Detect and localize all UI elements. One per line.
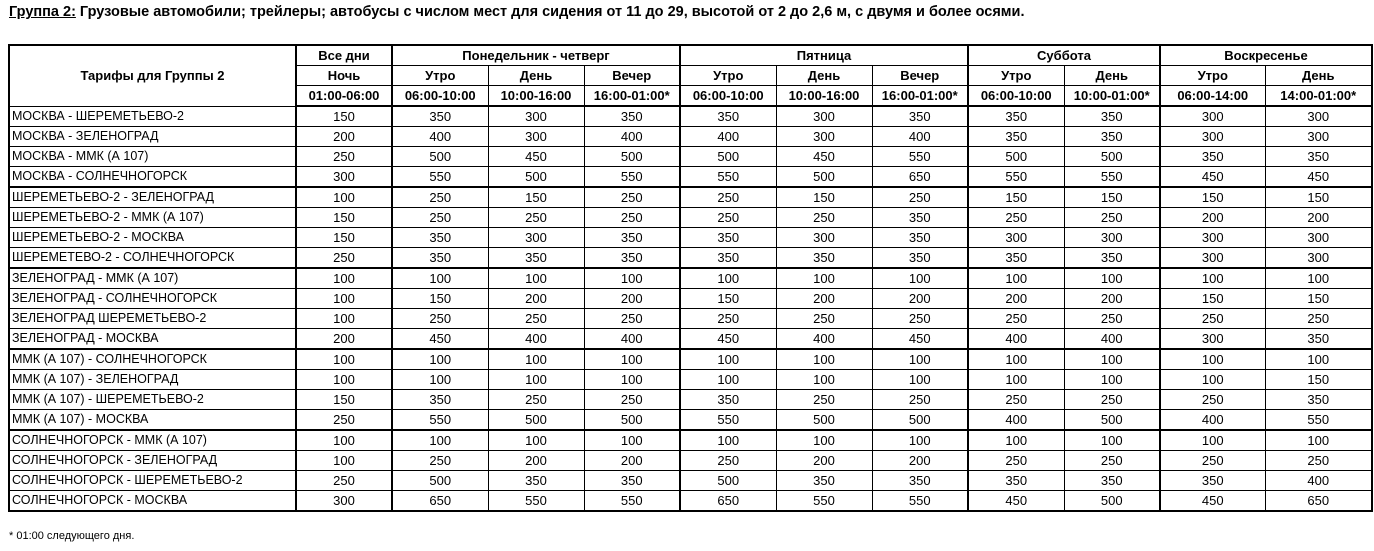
price-cell: 500 xyxy=(488,410,584,431)
price-cell: 500 xyxy=(776,410,872,431)
price-cell: 400 xyxy=(1265,471,1372,491)
price-cell: 350 xyxy=(584,106,680,127)
route-cell: СОЛНЕЧНОГОРСК - ММК (А 107) xyxy=(9,430,296,451)
price-cell: 100 xyxy=(392,268,488,289)
price-cell: 400 xyxy=(968,329,1064,350)
price-cell: 100 xyxy=(776,268,872,289)
price-cell: 250 xyxy=(776,208,872,228)
price-cell: 300 xyxy=(776,106,872,127)
price-cell: 100 xyxy=(296,430,392,451)
price-cell: 250 xyxy=(872,187,968,208)
price-cell: 150 xyxy=(1160,187,1265,208)
route-cell: ЗЕЛЕНОГРАД ШЕРЕМЕТЬЕВО-2 xyxy=(9,309,296,329)
day-group-header: Понедельник - четверг xyxy=(392,45,680,66)
table-row xyxy=(9,370,1372,390)
table-corner-header: Тарифы для Группы 2 xyxy=(9,45,296,106)
price-cell: 400 xyxy=(1064,329,1160,350)
price-cell: 350 xyxy=(968,127,1064,147)
price-cell: 100 xyxy=(872,349,968,370)
time-range-header: 10:00-16:00 xyxy=(488,86,584,107)
price-cell: 250 xyxy=(680,451,776,471)
time-range-header: 06:00-10:00 xyxy=(392,86,488,107)
price-cell: 400 xyxy=(392,127,488,147)
period-header: Утро xyxy=(968,66,1064,86)
price-cell: 400 xyxy=(872,127,968,147)
time-range-header: 06:00-10:00 xyxy=(680,86,776,107)
price-cell: 150 xyxy=(296,208,392,228)
price-cell: 100 xyxy=(968,349,1064,370)
price-cell: 200 xyxy=(584,451,680,471)
price-cell: 500 xyxy=(968,147,1064,167)
price-cell: 100 xyxy=(584,430,680,451)
table-row xyxy=(9,106,1372,127)
price-cell: 350 xyxy=(872,228,968,248)
time-range-header: 06:00-14:00 xyxy=(1160,86,1265,107)
price-cell: 650 xyxy=(872,167,968,188)
price-cell: 350 xyxy=(488,471,584,491)
period-header: День xyxy=(776,66,872,86)
price-cell: 350 xyxy=(872,248,968,269)
price-cell: 550 xyxy=(584,167,680,188)
price-cell: 350 xyxy=(680,248,776,269)
price-cell: 100 xyxy=(584,349,680,370)
price-cell: 350 xyxy=(776,471,872,491)
price-cell: 350 xyxy=(392,228,488,248)
price-cell: 300 xyxy=(296,491,392,512)
price-cell: 250 xyxy=(1064,390,1160,410)
price-cell: 350 xyxy=(680,228,776,248)
route-cell: ШЕРЕМЕТЬЕВО-2 - МОСКВА xyxy=(9,228,296,248)
price-cell: 350 xyxy=(1064,471,1160,491)
price-cell: 500 xyxy=(872,410,968,431)
price-cell: 350 xyxy=(584,248,680,269)
price-cell: 100 xyxy=(392,349,488,370)
price-cell: 300 xyxy=(1265,106,1372,127)
price-cell: 250 xyxy=(680,208,776,228)
table-row xyxy=(9,187,1372,208)
price-cell: 500 xyxy=(392,147,488,167)
price-cell: 100 xyxy=(1064,430,1160,451)
price-cell: 550 xyxy=(584,491,680,512)
price-cell: 200 xyxy=(1064,289,1160,309)
price-cell: 100 xyxy=(776,370,872,390)
price-cell: 450 xyxy=(1160,167,1265,188)
price-cell: 150 xyxy=(776,187,872,208)
price-cell: 450 xyxy=(872,329,968,350)
period-header: Утро xyxy=(680,66,776,86)
price-cell: 400 xyxy=(968,410,1064,431)
price-cell: 250 xyxy=(1160,390,1265,410)
route-cell: ШЕРЕМЕТЕВО-2 - СОЛНЕЧНОГОРСК xyxy=(9,248,296,269)
price-cell: 250 xyxy=(488,390,584,410)
time-range-header: 16:00-01:00* xyxy=(584,86,680,107)
price-cell: 100 xyxy=(872,430,968,451)
price-cell: 250 xyxy=(968,390,1064,410)
price-cell: 250 xyxy=(296,147,392,167)
price-cell: 250 xyxy=(1160,309,1265,329)
price-cell: 250 xyxy=(968,451,1064,471)
page-title xyxy=(9,4,1024,20)
price-cell: 350 xyxy=(872,208,968,228)
price-cell: 100 xyxy=(392,430,488,451)
price-cell: 450 xyxy=(392,329,488,350)
table-row xyxy=(9,268,1372,289)
price-cell: 350 xyxy=(1064,248,1160,269)
price-cell: 250 xyxy=(1265,309,1372,329)
price-cell: 450 xyxy=(968,491,1064,512)
price-cell: 350 xyxy=(1265,147,1372,167)
price-cell: 100 xyxy=(1265,430,1372,451)
price-cell: 500 xyxy=(1064,410,1160,431)
price-cell: 650 xyxy=(392,491,488,512)
table-row xyxy=(9,329,1372,350)
tariff-table xyxy=(8,44,1373,512)
price-cell: 350 xyxy=(1064,127,1160,147)
price-cell: 150 xyxy=(1265,289,1372,309)
price-cell: 650 xyxy=(680,491,776,512)
table-row xyxy=(9,248,1372,269)
price-cell: 150 xyxy=(296,228,392,248)
price-cell: 450 xyxy=(776,147,872,167)
group-label: Группа 2: xyxy=(9,4,76,20)
price-cell: 150 xyxy=(968,187,1064,208)
price-cell: 250 xyxy=(296,410,392,431)
price-cell: 100 xyxy=(1265,349,1372,370)
price-cell: 200 xyxy=(872,289,968,309)
price-cell: 100 xyxy=(488,349,584,370)
price-cell: 550 xyxy=(1265,410,1372,431)
price-cell: 250 xyxy=(776,390,872,410)
price-cell: 350 xyxy=(680,106,776,127)
day-group-header: Все дни xyxy=(296,45,392,66)
price-cell: 550 xyxy=(872,491,968,512)
table-row xyxy=(9,471,1372,491)
price-cell: 100 xyxy=(296,370,392,390)
price-cell: 300 xyxy=(776,127,872,147)
price-cell: 550 xyxy=(776,491,872,512)
route-cell: МОСКВА - ЗЕЛЕНОГРАД xyxy=(9,127,296,147)
price-cell: 500 xyxy=(1064,147,1160,167)
price-cell: 250 xyxy=(584,309,680,329)
period-header: День xyxy=(1064,66,1160,86)
price-cell: 450 xyxy=(1265,167,1372,188)
price-cell: 200 xyxy=(1160,208,1265,228)
table-row xyxy=(9,349,1372,370)
time-range-header: 06:00-10:00 xyxy=(968,86,1064,107)
price-cell: 100 xyxy=(776,349,872,370)
price-cell: 550 xyxy=(680,410,776,431)
route-cell: ЗЕЛЕНОГРАД - СОЛНЕЧНОГОРСК xyxy=(9,289,296,309)
price-cell: 200 xyxy=(296,127,392,147)
price-cell: 150 xyxy=(1064,187,1160,208)
price-cell: 100 xyxy=(1064,370,1160,390)
table-row xyxy=(9,309,1372,329)
price-cell: 200 xyxy=(488,451,584,471)
route-cell: МОСКВА - ММК (А 107) xyxy=(9,147,296,167)
price-cell: 250 xyxy=(488,309,584,329)
price-cell: 250 xyxy=(1160,451,1265,471)
table-row xyxy=(9,127,1372,147)
price-cell: 500 xyxy=(680,471,776,491)
price-cell: 250 xyxy=(488,208,584,228)
price-cell: 200 xyxy=(968,289,1064,309)
price-cell: 350 xyxy=(1160,471,1265,491)
price-cell: 350 xyxy=(392,106,488,127)
price-cell: 200 xyxy=(296,329,392,350)
price-cell: 100 xyxy=(296,187,392,208)
price-cell: 100 xyxy=(968,268,1064,289)
price-cell: 100 xyxy=(872,370,968,390)
price-cell: 100 xyxy=(296,349,392,370)
price-cell: 200 xyxy=(1265,208,1372,228)
day-group-header: Воскресенье xyxy=(1160,45,1372,66)
price-cell: 250 xyxy=(584,187,680,208)
route-cell: ШЕРЕМЕТЬЕВО-2 - ММК (А 107) xyxy=(9,208,296,228)
table-row xyxy=(9,390,1372,410)
price-cell: 350 xyxy=(1265,390,1372,410)
route-cell: ММК (А 107) - МОСКВА xyxy=(9,410,296,431)
price-cell: 250 xyxy=(872,309,968,329)
route-cell: ММК (А 107) - СОЛНЕЧНОГОРСК xyxy=(9,349,296,370)
price-cell: 200 xyxy=(488,289,584,309)
price-cell: 150 xyxy=(296,390,392,410)
price-cell: 550 xyxy=(392,410,488,431)
price-cell: 100 xyxy=(1160,268,1265,289)
price-cell: 350 xyxy=(872,106,968,127)
price-cell: 200 xyxy=(776,451,872,471)
price-cell: 100 xyxy=(776,430,872,451)
period-header: День xyxy=(1265,66,1372,86)
price-cell: 350 xyxy=(1265,329,1372,350)
price-cell: 100 xyxy=(584,268,680,289)
price-cell: 350 xyxy=(488,248,584,269)
price-cell: 350 xyxy=(872,471,968,491)
price-cell: 550 xyxy=(968,167,1064,188)
price-cell: 100 xyxy=(296,451,392,471)
price-cell: 250 xyxy=(1265,451,1372,471)
price-cell: 150 xyxy=(1265,370,1372,390)
price-cell: 100 xyxy=(1160,349,1265,370)
price-cell: 500 xyxy=(776,167,872,188)
price-cell: 100 xyxy=(968,430,1064,451)
price-cell: 150 xyxy=(296,106,392,127)
price-cell: 200 xyxy=(776,289,872,309)
price-cell: 250 xyxy=(296,248,392,269)
price-cell: 300 xyxy=(1160,329,1265,350)
price-cell: 100 xyxy=(296,289,392,309)
price-cell: 250 xyxy=(392,309,488,329)
price-cell: 400 xyxy=(776,329,872,350)
price-cell: 250 xyxy=(680,309,776,329)
route-cell: ММК (А 107) - ШЕРЕМЕТЬЕВО-2 xyxy=(9,390,296,410)
price-cell: 100 xyxy=(1160,370,1265,390)
time-range-header: 10:00-01:00* xyxy=(1064,86,1160,107)
table-row xyxy=(9,228,1372,248)
price-cell: 400 xyxy=(488,329,584,350)
table-row xyxy=(9,430,1372,451)
price-cell: 250 xyxy=(392,451,488,471)
price-cell: 550 xyxy=(1064,167,1160,188)
price-cell: 150 xyxy=(392,289,488,309)
price-cell: 400 xyxy=(584,127,680,147)
price-cell: 450 xyxy=(1160,491,1265,512)
price-cell: 100 xyxy=(488,370,584,390)
price-cell: 450 xyxy=(680,329,776,350)
price-cell: 350 xyxy=(584,228,680,248)
route-cell: МОСКВА - ШЕРЕМЕТЬЕВО-2 xyxy=(9,106,296,127)
price-cell: 350 xyxy=(968,248,1064,269)
price-cell: 300 xyxy=(776,228,872,248)
group-description: Грузовые автомобили; трейлеры; автобусы с числом мест для сидения от 11 до 29, высотой от 2 до 2,6 м, с двумя и более осями. xyxy=(75,4,1025,20)
price-cell: 300 xyxy=(1160,228,1265,248)
price-cell: 100 xyxy=(488,430,584,451)
price-cell: 250 xyxy=(968,309,1064,329)
table-row xyxy=(9,289,1372,309)
price-cell: 350 xyxy=(1064,106,1160,127)
price-cell: 350 xyxy=(584,471,680,491)
price-cell: 100 xyxy=(680,430,776,451)
price-cell: 200 xyxy=(584,289,680,309)
price-cell: 250 xyxy=(1064,208,1160,228)
time-range-header: 14:00-01:00* xyxy=(1265,86,1372,107)
table-row xyxy=(9,410,1372,431)
price-cell: 400 xyxy=(680,127,776,147)
period-header: Ночь xyxy=(296,66,392,86)
price-cell: 550 xyxy=(680,167,776,188)
price-cell: 100 xyxy=(1160,430,1265,451)
price-cell: 100 xyxy=(296,268,392,289)
price-cell: 350 xyxy=(392,248,488,269)
price-cell: 300 xyxy=(968,228,1064,248)
price-cell: 300 xyxy=(1265,127,1372,147)
price-cell: 400 xyxy=(584,329,680,350)
price-cell: 550 xyxy=(872,147,968,167)
price-cell: 100 xyxy=(296,309,392,329)
price-cell: 250 xyxy=(776,309,872,329)
price-cell: 150 xyxy=(1160,289,1265,309)
price-cell: 100 xyxy=(488,268,584,289)
price-cell: 350 xyxy=(680,390,776,410)
price-cell: 150 xyxy=(488,187,584,208)
price-cell: 350 xyxy=(392,390,488,410)
price-cell: 300 xyxy=(1064,228,1160,248)
price-cell: 400 xyxy=(1160,410,1265,431)
price-cell: 250 xyxy=(392,208,488,228)
route-cell: МОСКВА - СОЛНЕЧНОГОРСК xyxy=(9,167,296,188)
price-cell: 300 xyxy=(488,228,584,248)
day-group-header: Пятница xyxy=(680,45,968,66)
price-cell: 250 xyxy=(392,187,488,208)
price-cell: 150 xyxy=(1265,187,1372,208)
price-cell: 650 xyxy=(1265,491,1372,512)
time-range-header: 16:00-01:00* xyxy=(872,86,968,107)
price-cell: 300 xyxy=(1265,228,1372,248)
time-range-header: 10:00-16:00 xyxy=(776,86,872,107)
price-cell: 100 xyxy=(1265,268,1372,289)
price-cell: 150 xyxy=(680,289,776,309)
route-cell: ММК (А 107) - ЗЕЛЕНОГРАД xyxy=(9,370,296,390)
table-row xyxy=(9,491,1372,512)
price-cell: 500 xyxy=(1064,491,1160,512)
price-cell: 100 xyxy=(1064,268,1160,289)
price-cell: 250 xyxy=(584,390,680,410)
price-cell: 100 xyxy=(584,370,680,390)
price-cell: 300 xyxy=(296,167,392,188)
price-cell: 350 xyxy=(968,106,1064,127)
route-cell: СОЛНЕЧНОГОРСК - ЗЕЛЕНОГРАД xyxy=(9,451,296,471)
day-group-header: Суббота xyxy=(968,45,1160,66)
period-header: Утро xyxy=(1160,66,1265,86)
price-cell: 550 xyxy=(488,491,584,512)
price-cell: 500 xyxy=(680,147,776,167)
time-range-header: 01:00-06:00 xyxy=(296,86,392,107)
price-cell: 300 xyxy=(488,106,584,127)
price-cell: 350 xyxy=(1160,147,1265,167)
period-header: День xyxy=(488,66,584,86)
route-cell: ЗЕЛЕНОГРАД - МОСКВА xyxy=(9,329,296,350)
price-cell: 100 xyxy=(968,370,1064,390)
price-cell: 500 xyxy=(584,410,680,431)
price-cell: 100 xyxy=(1064,349,1160,370)
price-cell: 350 xyxy=(776,248,872,269)
price-cell: 350 xyxy=(968,471,1064,491)
price-cell: 500 xyxy=(584,147,680,167)
price-cell: 250 xyxy=(296,471,392,491)
period-header: Вечер xyxy=(584,66,680,86)
route-cell: СОЛНЕЧНОГОРСК - МОСКВА xyxy=(9,491,296,512)
price-cell: 250 xyxy=(1064,309,1160,329)
price-cell: 250 xyxy=(872,390,968,410)
price-cell: 300 xyxy=(1265,248,1372,269)
price-cell: 250 xyxy=(680,187,776,208)
price-cell: 250 xyxy=(584,208,680,228)
period-header: Вечер xyxy=(872,66,968,86)
price-cell: 250 xyxy=(1064,451,1160,471)
price-cell: 200 xyxy=(872,451,968,471)
footnote: * 01:00 следующего дня. xyxy=(9,530,135,542)
price-cell: 500 xyxy=(488,167,584,188)
table-row xyxy=(9,208,1372,228)
price-cell: 300 xyxy=(1160,248,1265,269)
price-cell: 100 xyxy=(680,349,776,370)
route-cell: ЗЕЛЕНОГРАД - ММК (А 107) xyxy=(9,268,296,289)
price-cell: 250 xyxy=(968,208,1064,228)
route-cell: ШЕРЕМЕТЬЕВО-2 - ЗЕЛЕНОГРАД xyxy=(9,187,296,208)
price-cell: 100 xyxy=(872,268,968,289)
price-cell: 100 xyxy=(392,370,488,390)
period-header: Утро xyxy=(392,66,488,86)
table-row xyxy=(9,451,1372,471)
table-row xyxy=(9,167,1372,188)
price-cell: 300 xyxy=(1160,106,1265,127)
price-cell: 100 xyxy=(680,370,776,390)
price-cell: 100 xyxy=(680,268,776,289)
table-row xyxy=(9,147,1372,167)
price-cell: 550 xyxy=(392,167,488,188)
price-cell: 450 xyxy=(488,147,584,167)
price-cell: 300 xyxy=(488,127,584,147)
route-cell: СОЛНЕЧНОГОРСК - ШЕРЕМЕТЬЕВО-2 xyxy=(9,471,296,491)
price-cell: 300 xyxy=(1160,127,1265,147)
price-cell: 500 xyxy=(392,471,488,491)
